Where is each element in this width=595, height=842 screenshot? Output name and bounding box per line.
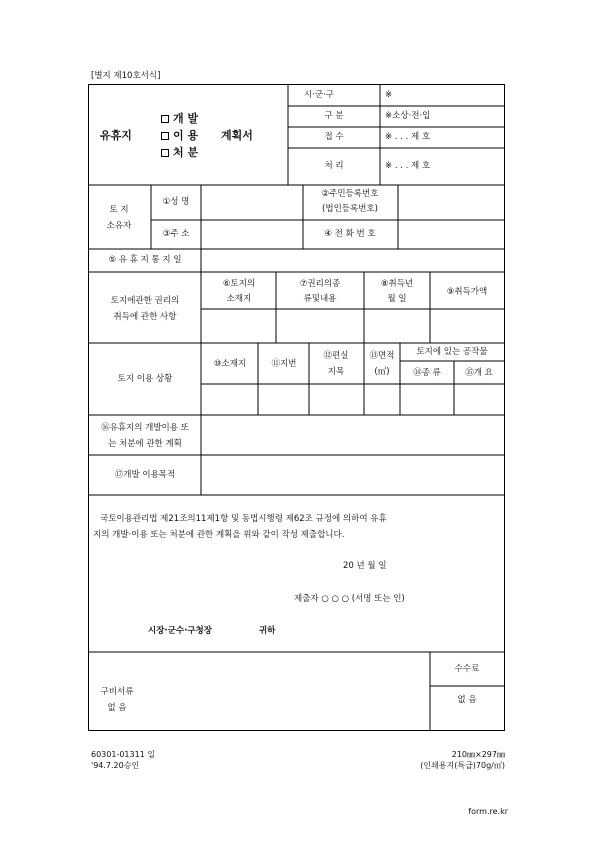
usage-label: 토지 이용 상황: [117, 374, 173, 384]
rights-col-location-line1: ⑥토지의: [222, 279, 256, 289]
usage-structure-summary-field[interactable]: [456, 386, 503, 413]
footer-approval: '94.7.20승인: [91, 761, 140, 770]
checkbox-develop[interactable]: [161, 115, 169, 123]
usage-col-category-line2: 지목: [327, 367, 345, 377]
footer-paper-spec: (인쇄용지(특급)70g/㎡): [420, 761, 505, 770]
title-option-label: 처 분: [173, 146, 199, 159]
footer-form-code: 60301-01311 일: [91, 750, 156, 759]
usage-col-structure-summary: ⑮개 요: [465, 368, 493, 378]
rights-col-location-line2: 소재지: [226, 294, 252, 304]
rights-label-line1: 토지에관한 권리의: [110, 296, 180, 306]
gubun-value: ※소상·전·입: [385, 111, 431, 121]
rights-col-type-line2: 류및내용: [303, 294, 337, 304]
title-option-label: 개 발: [173, 112, 199, 125]
usage-area-field[interactable]: [366, 386, 398, 413]
address-label: ③주 소: [162, 229, 190, 239]
designation-date-field[interactable]: [203, 251, 503, 270]
sigungu-value: ※: [385, 90, 393, 100]
footer-paper-size: 210㎜×297㎜: [451, 750, 505, 759]
watermark: form.re.kr: [468, 807, 508, 816]
form-header: [별지 제10호서식]: [91, 71, 161, 81]
title-option-use[interactable]: [161, 130, 198, 141]
recipient: 시장·군수·구청장: [148, 626, 212, 636]
usage-structure-type-field[interactable]: [402, 386, 452, 413]
jeopsu-value: ※ . . . 제 호: [385, 132, 431, 142]
rights-type-field[interactable]: [278, 311, 362, 341]
statement-line2: 지의 개발·이용 또는 처분에 관한 계획을 위와 같이 작성 제출합니다.: [93, 530, 345, 540]
usage-location-field[interactable]: [203, 386, 256, 413]
title-option-develop[interactable]: [161, 113, 198, 124]
attachments-value: 없 음: [107, 703, 127, 713]
gubun-label: 구 분: [324, 111, 344, 121]
rights-col-type-line1: ⑦권리의종: [299, 279, 341, 289]
id-label-line2: (법인등록번호): [322, 204, 378, 214]
jeopsu-label: 접 수: [324, 132, 344, 142]
title-option-label: 이 용: [173, 129, 199, 142]
id-number-field[interactable]: [400, 187, 503, 218]
name-field[interactable]: [203, 187, 301, 218]
statement-line1: 국토이용관리법 제21조의11제1항 및 동법시행령 제62조 규정에 의하여 유휴: [100, 514, 387, 524]
phone-label: ④ 전 화 번 호: [324, 229, 376, 239]
usage-col-structure-type: ⑭종 류: [413, 368, 441, 378]
cheori-value: ※ . . . 제 호: [385, 161, 431, 171]
fee-label: 수수료: [454, 664, 480, 674]
owner-label-line2: 소유자: [106, 221, 132, 231]
submitter-line: 제출자 ○ ○ ○ (서명 또는 인): [294, 594, 405, 604]
title-option-dispose[interactable]: [161, 147, 198, 158]
rights-price-field[interactable]: [432, 311, 503, 341]
rights-location-field[interactable]: [203, 311, 274, 341]
title-prefix: 유휴지: [100, 129, 132, 142]
owner-label-line1: 토 지: [109, 205, 129, 215]
usage-col-category-line1: ⑫편실: [323, 351, 349, 361]
rights-col-price: ⑨취득가액: [446, 287, 488, 297]
title-suffix: 계획서: [221, 129, 253, 142]
checkbox-dispose[interactable]: [161, 149, 169, 157]
usage-col-location: ⑩소재지: [213, 359, 247, 369]
usage-category-field[interactable]: [311, 386, 362, 413]
usage-col-lot: ⑪지번: [271, 359, 297, 369]
purpose-field[interactable]: [203, 457, 503, 493]
purpose-label: ⑰개발 이용목적: [114, 470, 176, 480]
fee-value: 없 음: [457, 695, 477, 705]
cheori-label: 처 리: [324, 161, 344, 171]
recipient-honorific: 귀하: [259, 626, 276, 636]
name-label: ①성 명: [162, 197, 190, 207]
usage-col-area-line1: ⑬면적: [369, 351, 395, 361]
checkbox-use[interactable]: [161, 132, 169, 140]
plan-label-line2: 는 처분에 관한 계획: [108, 439, 182, 449]
attachments-label: 구비서류: [100, 687, 134, 697]
phone-field[interactable]: [400, 222, 503, 247]
plan-label-line1: ⑯유휴지의 개발이용 또: [101, 423, 189, 433]
usage-col-area-line2: (㎡): [374, 367, 390, 377]
usage-lot-field[interactable]: [260, 386, 307, 413]
rights-col-date-line1: ⑧취득년: [380, 279, 414, 289]
sigungu-label: 시·군·구: [303, 90, 335, 100]
id-label-line1: ②주민등록번호: [321, 189, 379, 199]
plan-field[interactable]: [203, 417, 503, 453]
designation-date-label: ⑤ 유 휴 지 통 지 일: [108, 255, 182, 265]
rights-date-field[interactable]: [366, 311, 428, 341]
address-field[interactable]: [203, 222, 301, 247]
rights-label-line2: 취득에 관한 사항: [113, 312, 177, 322]
submission-date: 20 년 월 일: [343, 561, 387, 571]
rights-col-date-line2: 월 일: [387, 294, 407, 304]
structures-label: 토지에 있는 공작물: [416, 347, 488, 357]
